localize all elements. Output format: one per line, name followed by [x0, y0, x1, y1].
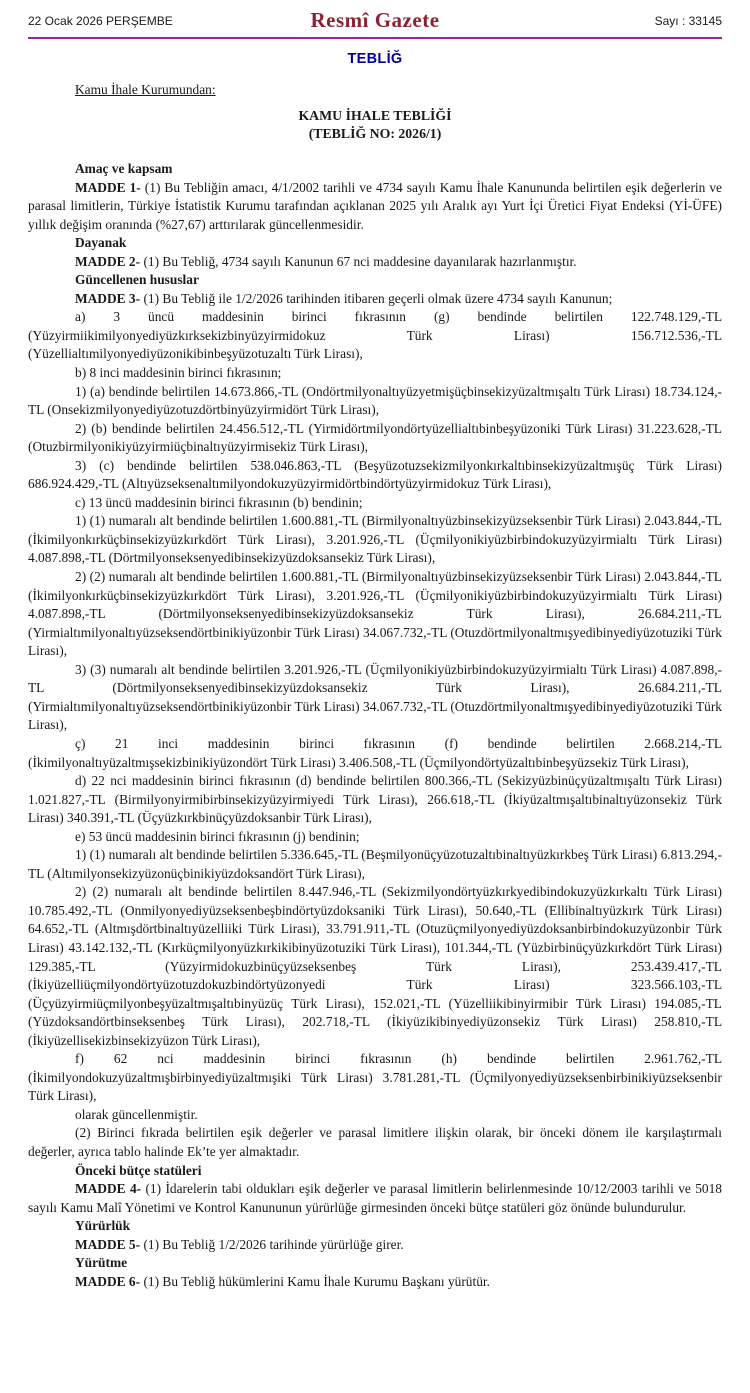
paragraph-text: 1) (a) bendinde belirtilen 14.673.866,-TL (Ondörtmilyonaltıyüzyetmişüçbinsekizyüzaltmışaltı Türk Lirası) 18.734.124,-TL (Onsekizmilyonyediyüzotuzdörtbinyüzyirmidört Türk Lirası), — [28, 383, 722, 418]
paragraph — [28, 1106, 722, 1125]
paragraph — [28, 253, 722, 272]
paragraph — [28, 179, 722, 235]
paragraph-text: (1) Bu Tebliğin amacı, 4/1/2002 tarihli ve 4734 sayılı Kamu İhale Kanununda belirtilen eşik değerlerin ve parasal limitlerin, Türkiye İstatistik Kurumu tarafından açıklanan 2025 yılı Aralık ayı Yurt İçi Üretici Fiyat Endeksi (Yİ-ÜFE) yıllık değişim oranında (%27,67) arttırılarak güncellenmesidir. — [28, 179, 722, 232]
paragraph-lead: MADDE 3- — [75, 290, 141, 306]
paragraph-text: f) 62 nci maddesinin birinci fıkrasının (h) bendinde belirtilen 2.961.762,-TL (İkimilyondokuzyüzaltmışbirbinyediyüzaltmışiki Türk Lirası) 3.781.281,-TL (Üçmilyonyediyüzseksenbirbinikiyüzseksenbir Türk Lirası), — [28, 1051, 722, 1104]
paragraph-text: (1) Bu Tebliğ, 4734 sayılı Kanunun 67 nci maddesine dayanılarak hazırlanmıştır. — [140, 253, 577, 269]
document-subtitle: (TEBLİĞ NO: 2026/1) — [308, 126, 442, 141]
paragraph-lead: Dayanak — [75, 235, 127, 251]
paragraph-lead: MADDE 5- — [75, 1236, 141, 1252]
paragraph-text: 2) (2) numaralı alt bendinde belirtilen 8.447.946,-TL (Sekizmilyondörtyüzkırkyedibindokuzyüzkırkaltı Türk Lirası) 10.785.492,-TL (Onmilyonyediyüzseksenbeşbindörtyüzdoksaniki Türk Lirası), 50.640,-TL (Ellibinaltıyüzkırk Türk Lirası) 64.652,-TL (Altmışdörtbinaltıyüzelliiki Türk Lirası), 33.791.911,-TL (Otuzüçmilyonyediyüzdoksanbirbindokuzyüzonbir Türk Lirası) 43.142.132,-TL (Kırküçmilyonyüzkırkikibinyüzotuziki Türk Lirası), 101.344,-TL (Yüzbirbinüçyüzkırkdört Türk Lirası) 129.385,-TL (Yüzyirmidokuzbinüçyüzseksenbeş Türk Lirası), 253.439.417,-TL (İkiyüzelliüçmilyondörtyüzotuzdokuzbindörtyüzonyedi Türk Lirası) 323.566.103,-TL (Üçyüzyirmiüçmilyonbeşyüzaltmışaltıbinyüzüç Türk Lirası), 152.021,-TL (Yüzelliikibinyirmibir Türk Lirası) 194.085,-TL (Yüzdoksandörtbinseksenbeş Türk Lirası), 202.718,-TL (İkiyüzikibinyediyüzonsekiz Türk Lirası) 258.810,-TL (İkiyüzellisekizbinsekizyüzon Türk Lirası), — [28, 884, 722, 1048]
paragraph-text: (1) Bu Tebliğ hükümlerini Kamu İhale Kurumu Başkanı yürütür. — [140, 1273, 490, 1289]
paragraph — [28, 846, 722, 883]
paragraph — [28, 735, 722, 772]
gazette-masthead — [28, 8, 722, 33]
paragraph — [28, 1050, 722, 1106]
paragraph — [28, 308, 722, 364]
paragraph-text: 2) (b) bendinde belirtilen 24.456.512,-TL (Yirmidörtmilyondörtyüzellialtıbinbeşyüzoniki Türk Lirası) 31.223.628,-TL (Otuzbirmilyonikiyüzyirmiüçbinaltıyüzyirmisekiz Türk Lirası), — [28, 420, 722, 455]
paragraph-lead: MADDE 2- — [75, 253, 141, 269]
paragraph — [28, 1273, 722, 1292]
paragraph-lead: Önceki bütçe statüleri — [75, 1162, 202, 1178]
paragraph — [28, 383, 722, 420]
paragraph-lead: MADDE 6- — [75, 1273, 141, 1289]
document-title: KAMU İHALE TEBLİĞİ — [298, 108, 452, 123]
paragraph-text: a) 3 üncü maddesinin birinci fıkrasının (g) bendinde belirtilen 122.748.129,-TL (Yüzyirmiikimilyonyediyüzkırksekizbinyüzyirmidokuz Türk Lirası) 156.712.536,-TL (Yüzellialtımilyonyediyüzonikibinbeşyüzotuzaltı Türk Lirası), — [28, 309, 722, 362]
paragraph — [28, 494, 722, 513]
paragraph-text: olarak güncellenmiştir. — [75, 1106, 198, 1122]
paragraph — [28, 1180, 722, 1217]
paragraph — [28, 234, 722, 253]
paragraph-text: 3) (c) bendinde belirtilen 538.046.863,-TL (Beşyüzotuzsekizmilyonkırkaltıbinsekizyüzaltmışüç Türk Lirası) 686.924.429,-TL (Altıyüzseksenaltımilyondokuzyüzyirmidörtbindörtyüzyirmidokuz Türk Lirası), — [28, 457, 722, 492]
paragraph-lead: Güncellenen hususlar — [75, 272, 199, 288]
paragraph-text: e) 53 üncü maddesinin birinci fıkrasının (j) bendinin; — [75, 828, 360, 844]
paragraph-text: 2) (2) numaralı alt bendinde belirtilen 1.600.881,-TL (Birmilyonaltıyüzbinsekizyüzseksenbir Türk Lirası) 2.043.844,-TL (İkimilyonkırküçbinsekizyüzkırkdört Türk Lirası), 3.201.926,-TL (Üçmilyonikiyüzbirbindokuzyüzyirmialtı Türk Lirası) 4.087.898,-TL (Dörtmilyonseksenyedibinsekizyüzdoksansekiz Türk Lirası), 26.684.211,-TL (Yirmialtımilyonaltıyüzseksendörtbinikiyüzonbir Türk Lirası) 34.067.732,-TL (Otuzdörtmilyonaltmışyedibinyediyüzotuziki Türk Lirası), — [28, 569, 722, 659]
paragraph — [28, 1254, 722, 1273]
paragraph-text: (1) İdarelerin tabi oldukları eşik değerler ve parasal limitlerin belirlenmesinde 10/12/2003 tarihli ve 5018 sayılı Kamu Malî Yönetimi ve Kontrol Kanununun yürürlüğe girmesinden önceki bütçe statüleri göz önünde bulundurulur. — [28, 1181, 722, 1215]
paragraph — [28, 512, 722, 568]
paragraph — [28, 290, 722, 309]
document-paragraphs — [28, 160, 722, 1291]
paragraph — [28, 271, 722, 290]
section-banner: TEBLİĞ — [347, 51, 403, 67]
paragraph — [28, 828, 722, 847]
paragraph-text: d) 22 nci maddesinin birinci fıkrasının (d) bendinde belirtilen 800.366,-TL (Sekizyüzbinüçyüzaltmışaltı Türk Lirası) 1.021.827,-TL (Birmilyonyirmibirbinsekizyüzyirmiyedi Türk Lirası), 266.618,-TL (İkiyüzaltmışaltıbinaltıyüzonsekiz Türk Lirası) 340.391,-TL (Üçyüzkırkbinüçyüzdoksanbir Türk Lirası), — [28, 773, 722, 826]
paragraph-text: (1) Bu Tebliğ ile 1/2/2026 tarihinden itibaren geçerli olmak üzere 4734 sayılı Kanunun; — [140, 290, 613, 306]
paragraph — [28, 1124, 722, 1161]
paragraph-text: 3) (3) numaralı alt bendinde belirtilen 3.201.926,-TL (Üçmilyonikiyüzbirbindokuzyüzyirmialtı Türk Lirası) 4.087.898,-TL (Dörtmilyonseksenyedibinsekizyüzdoksansekiz Türk Lirası), 26.684.211,-TL (Yirmialtımilyonaltıyüzseksendörtbinikiyüzonbir Türk Lirası) 34.067.732,-TL (Otuzdörtmilyonaltmışyedibinyediyüzotuziki Türk Lirası), — [28, 661, 722, 733]
paragraph — [28, 1162, 722, 1181]
paragraph — [28, 364, 722, 383]
gazette-title: Resmî Gazete — [310, 8, 440, 32]
paragraph — [28, 772, 722, 828]
paragraph-text: (2) Birinci fıkrada belirtilen eşik değerler ve parasal limitlere ilişkin olarak, bir önceki dönem ile karşılaştırmalı değerler, ayrıca tablo halinde Ek’te yer almaktadır. — [28, 1125, 722, 1159]
issuing-authority: Kamu İhale Kurumundan: — [75, 82, 216, 97]
paragraph — [28, 883, 722, 1050]
paragraph-text: c) 13 üncü maddesinin birinci fıkrasının (b) bendinin; — [75, 494, 363, 510]
paragraph — [28, 661, 722, 735]
paragraph-lead: Yürütme — [75, 1255, 128, 1271]
header-date: 22 Ocak 2026 PERŞEMBE — [28, 13, 173, 28]
paragraph-lead: MADDE 4- — [75, 1181, 142, 1197]
paragraph — [28, 568, 722, 661]
paragraph — [28, 1236, 722, 1255]
paragraph-text: 1) (1) numaralı alt bendinde belirtilen 5.336.645,-TL (Beşmilyonüçyüzotuzaltıbinaltıyüzkırkbeş Türk Lirası) 6.813.294,-TL (Altımilyonsekizyüzonüçbinikiyüzdoksandört Türk Lirası), — [28, 847, 722, 881]
paragraph-text: (1) Bu Tebliğ 1/2/2026 tarihinde yürürlüğe girer. — [140, 1236, 404, 1252]
header-divider — [28, 37, 722, 39]
paragraph-text: ç) 21 inci maddesinin birinci fıkrasının (f) bendinde belirtilen 2.668.214,-TL (İkimilyonaltıyüzaltmışsekizbinikiyüzondört Türk Lirası) 3.406.508,-TL (Üçmilyondörtyüzaltıbinbeşyüzsekiz Türk Lirası), — [28, 735, 722, 770]
paragraph-text: b) 8 inci maddesinin birinci fıkrasının; — [75, 365, 282, 381]
paragraph-lead: Amaç ve kapsam — [75, 161, 173, 176]
gazette-page — [28, 0, 722, 1291]
paragraph-lead: MADDE 1- — [75, 179, 141, 195]
header-issue-number: Sayı : 33145 — [654, 13, 722, 28]
paragraph — [28, 160, 722, 179]
paragraph — [28, 457, 722, 494]
paragraph-text: 1) (1) numaralı alt bendinde belirtilen 1.600.881,-TL (Birmilyonaltıyüzbinsekizyüzseksenbir Türk Lirası) 2.043.844,-TL (İkimilyonkırküçbinsekizyüzkırkdört Türk Lirası), 3.201.926,-TL (Üçmilyonikiyüzbirbindokuzyüzyirmialtı Türk Lirası) 4.087.898,-TL (Dörtmilyonseksenyedibinsekizyüzdoksansekiz Türk Lirası), — [28, 513, 722, 566]
paragraph-lead: Yürürlük — [75, 1218, 131, 1234]
paragraph — [28, 1217, 722, 1236]
paragraph — [28, 420, 722, 457]
